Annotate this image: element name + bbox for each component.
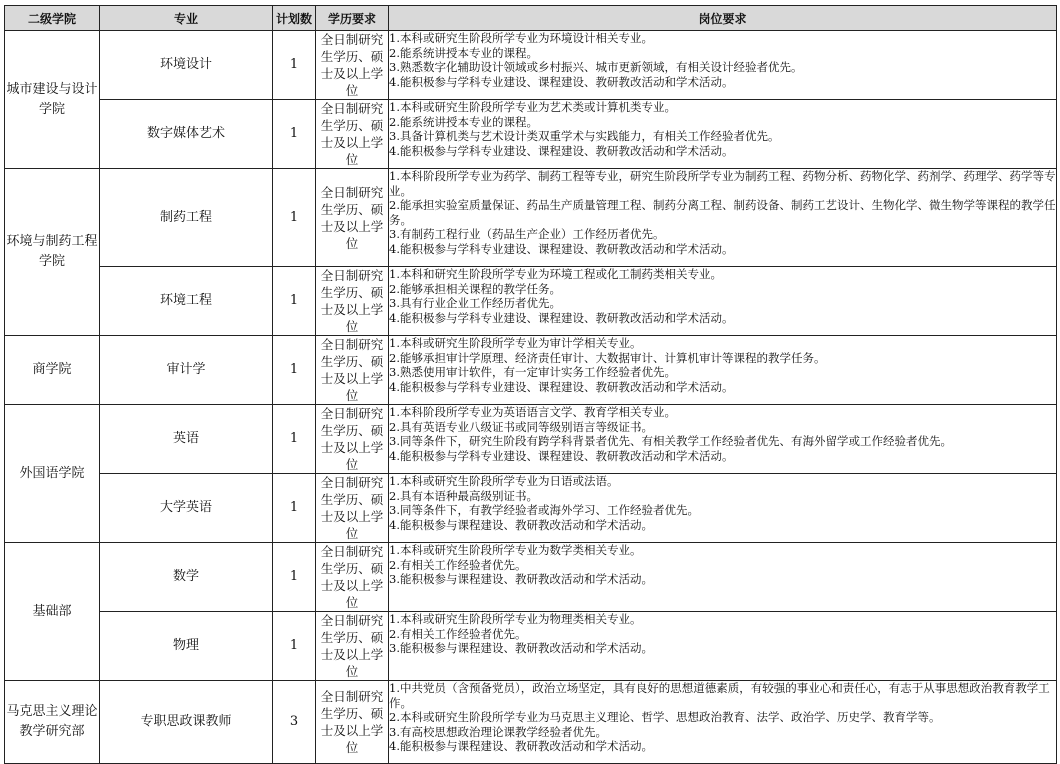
requirement-line: 3.具备计算机类与艺术设计类双重学术与实践能力，有相关工作经验者优先。 bbox=[389, 129, 780, 143]
count-cell: 1 bbox=[273, 405, 316, 474]
table-row bbox=[5, 543, 1057, 612]
college-cell: 马克思主义理论教学研究部 bbox=[5, 681, 100, 764]
requirement-line: 4.能积极参与学科专业建设、课程建设、教研教改活动和学术活动。 bbox=[389, 74, 734, 89]
education-cell: 全日制研究生学历、硕士及以上学位 bbox=[316, 543, 389, 612]
requirements-cell bbox=[389, 474, 1057, 543]
education-cell: 全日制研究生学历、硕士及以上学位 bbox=[316, 681, 389, 764]
requirement-line: 4.能积极参与学科专业建设、课程建设、教研教改活动和学术活动。 bbox=[389, 310, 734, 325]
education-cell: 全日制研究生学历、硕士及以上学位 bbox=[316, 31, 389, 100]
requirements-cell bbox=[389, 612, 1057, 681]
requirements-cell bbox=[389, 543, 1057, 612]
requirement-line: 3.熟悉使用审计软件，有一定审计实务工作经验者优先。 bbox=[389, 365, 676, 379]
requirement-line: 2.具有本语种最高级别证书。 bbox=[389, 488, 538, 503]
count-cell: 1 bbox=[273, 543, 316, 612]
header-major: 专业 bbox=[100, 6, 273, 31]
requirement-line: 2.能够承担相关课程的教学任务。 bbox=[389, 281, 561, 296]
table-row bbox=[5, 612, 1057, 681]
requirement-line: 1.本科或研究生阶段所学专业为物理类相关专业。 bbox=[389, 612, 642, 626]
requirements-cell bbox=[389, 100, 1057, 169]
major-cell: 数学 bbox=[100, 543, 273, 612]
count-cell: 1 bbox=[273, 612, 316, 681]
requirement-line: 1.本科或研究生阶段所学专业为艺术类或计算机类专业。 bbox=[389, 100, 676, 114]
requirement-line: 1.本科和研究生阶段所学专业为环境工程或化工制药类相关专业。 bbox=[389, 267, 722, 281]
requirement-line: 2.能系统讲授本专业的课程。 bbox=[389, 114, 538, 129]
requirements-cell bbox=[389, 267, 1057, 336]
requirement-line: 3.同等条件下，研究生阶段有跨学科背景者优先、有相关教学工作经验者优先、有海外留学或工作经验者优先。 bbox=[389, 434, 952, 448]
table-row bbox=[5, 681, 1057, 764]
requirement-line: 3.有高校思想政治理论课教学经验者优先。 bbox=[389, 724, 607, 739]
major-cell: 英语 bbox=[100, 405, 273, 474]
requirement-line: 1.本科阶段所学专业为药学、制药工程等专业，研究生阶段所学专业为制药工程、药物分析、药物化学、药剂学、药理学、药学等专业。 bbox=[389, 169, 1056, 198]
education-cell: 全日制研究生学历、硕士及以上学位 bbox=[316, 336, 389, 405]
requirement-line: 3.熟悉数字化辅助设计领域或乡村振兴、城市更新领域，有相关设计经验者优先。 bbox=[389, 60, 803, 74]
education-cell: 全日制研究生学历、硕士及以上学位 bbox=[316, 474, 389, 543]
requirement-line: 4.能积极参与课程建设、教研教改活动和学术活动。 bbox=[389, 739, 653, 753]
recruitment-table bbox=[4, 5, 1057, 764]
requirement-line: 2.有相关工作经验者优先。 bbox=[389, 626, 527, 641]
requirement-line: 3.有制药工程行业（药品生产企业）工作经历者优先。 bbox=[389, 227, 665, 241]
requirements-cell bbox=[389, 169, 1057, 267]
requirements-cell bbox=[389, 336, 1057, 405]
header-college: 二级学院 bbox=[5, 6, 100, 31]
requirement-line: 2.能够承担审计学原理、经济责任审计、大数据审计、计算机审计等课程的教学任务。 bbox=[389, 350, 826, 365]
header-requirements: 岗位要求 bbox=[389, 6, 1057, 31]
count-cell: 3 bbox=[273, 681, 316, 764]
requirement-line: 1.本科或研究生阶段所学专业为日语或法语。 bbox=[389, 474, 619, 488]
requirement-line: 3.同等条件下，有教学经验者或海外学习、工作经验者优先。 bbox=[389, 503, 699, 517]
table-row bbox=[5, 267, 1057, 336]
count-cell: 1 bbox=[273, 169, 316, 267]
major-cell: 环境工程 bbox=[100, 267, 273, 336]
count-cell: 1 bbox=[273, 100, 316, 169]
major-cell: 专职思政课教师 bbox=[100, 681, 273, 764]
major-cell: 数字媒体艺术 bbox=[100, 100, 273, 169]
requirement-line: 1.本科或研究生阶段所学专业为数学类相关专业。 bbox=[389, 543, 642, 557]
requirements-cell bbox=[389, 681, 1057, 764]
major-cell: 物理 bbox=[100, 612, 273, 681]
major-cell: 制药工程 bbox=[100, 169, 273, 267]
major-cell: 大学英语 bbox=[100, 474, 273, 543]
count-cell: 1 bbox=[273, 474, 316, 543]
header-count: 计划数 bbox=[273, 6, 316, 31]
count-cell: 1 bbox=[273, 31, 316, 100]
education-cell: 全日制研究生学历、硕士及以上学位 bbox=[316, 405, 389, 474]
count-cell: 1 bbox=[273, 267, 316, 336]
requirement-line: 2.有相关工作经验者优先。 bbox=[389, 557, 527, 572]
requirement-line: 3.能积极参与课程建设、教研教改活动和学术活动。 bbox=[389, 641, 653, 655]
table-row bbox=[5, 169, 1057, 267]
requirement-line: 2.能系统讲授本专业的课程。 bbox=[389, 45, 538, 60]
table-row bbox=[5, 474, 1057, 543]
college-cell: 外国语学院 bbox=[5, 405, 100, 543]
requirement-line: 4.能积极参与课程建设、教研教改活动和学术活动。 bbox=[389, 517, 653, 532]
requirement-line: 3.能积极参与课程建设、教研教改活动和学术活动。 bbox=[389, 572, 653, 586]
count-cell: 1 bbox=[273, 336, 316, 405]
requirement-line: 1.中共党员（含预备党员），政治立场坚定，具有良好的思想道德素质，有较强的事业心和责任心，有志于从事思想政治教育教学工作。 bbox=[389, 681, 1050, 710]
college-cell: 基础部 bbox=[5, 543, 100, 681]
header-education: 学历要求 bbox=[316, 6, 389, 31]
table-row bbox=[5, 336, 1057, 405]
college-cell: 城市建设与设计学院 bbox=[5, 31, 100, 169]
major-cell: 环境设计 bbox=[100, 31, 273, 100]
table-row bbox=[5, 100, 1057, 169]
requirements-cell bbox=[389, 405, 1057, 474]
requirement-line: 3.具有行业企业工作经历者优先。 bbox=[389, 296, 561, 310]
requirement-line: 4.能积极参与学科专业建设、课程建设、教研教改活动和学术活动。 bbox=[389, 241, 734, 256]
requirement-line: 2.本科或研究生阶段所学专业为马克思主义理论、哲学、思想政治教育、法学、政治学、历史学、教育学等。 bbox=[389, 710, 941, 724]
requirement-line: 4.能积极参与学科专业建设、课程建设、教研教改活动和学术活动。 bbox=[389, 143, 734, 158]
requirement-line: 4.能积极参与学科专业建设、课程建设、教研教改活动和学术活动。 bbox=[389, 379, 734, 394]
header-row bbox=[5, 6, 1057, 31]
education-cell: 全日制研究生学历、硕士及以上学位 bbox=[316, 100, 389, 169]
major-cell: 审计学 bbox=[100, 336, 273, 405]
requirements-cell bbox=[389, 31, 1057, 100]
requirement-line: 2.具有英语专业八级证书或同等级别语言等级证书。 bbox=[389, 419, 653, 434]
college-cell: 环境与制药工程学院 bbox=[5, 169, 100, 336]
table-row bbox=[5, 31, 1057, 100]
requirement-line: 4.能积极参与学科专业建设、课程建设、教研教改活动和学术活动。 bbox=[389, 448, 734, 463]
education-cell: 全日制研究生学历、硕士及以上学位 bbox=[316, 267, 389, 336]
table-row bbox=[5, 405, 1057, 474]
requirement-line: 1.本科阶段所学专业为英语语言文学、教育学相关专业。 bbox=[389, 405, 676, 419]
requirement-line: 1.本科或研究生阶段所学专业为环境设计相关专业。 bbox=[389, 31, 653, 45]
college-cell: 商学院 bbox=[5, 336, 100, 405]
requirement-line: 2.能承担实验室质量保证、药品生产质量管理工程、制药分离工程、制药设备、制药工艺设计、生物化学、微生物学等课程的教学任务。 bbox=[389, 198, 1056, 227]
requirement-line: 1.本科或研究生阶段所学专业为审计学相关专业。 bbox=[389, 336, 642, 350]
education-cell: 全日制研究生学历、硕士及以上学位 bbox=[316, 612, 389, 681]
education-cell: 全日制研究生学历、硕士及以上学位 bbox=[316, 169, 389, 267]
